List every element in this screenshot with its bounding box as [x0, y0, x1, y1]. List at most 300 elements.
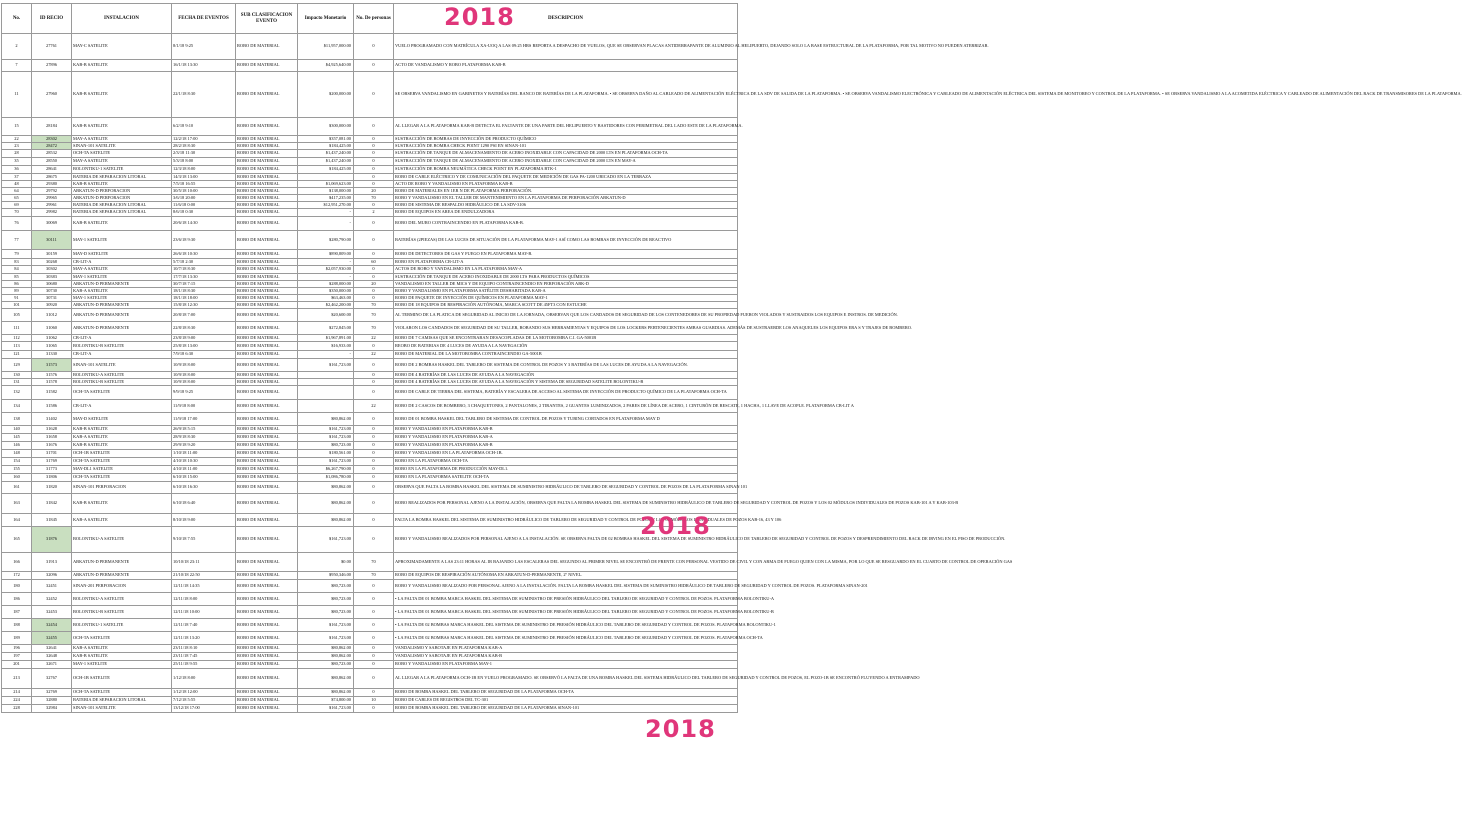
cell-instalacion: ABKATUN-D PERMANENTE [72, 281, 172, 288]
cell-sub-clasificacion: ROBO DE MATERIAL [236, 482, 298, 494]
cell-fecha: 30/5/18 10:00 [172, 188, 236, 195]
cell-sub-clasificacion: ROBO DE MATERIAL [236, 217, 298, 231]
cell-impacto: $161,723.00 [298, 705, 354, 713]
cell-sub-clasificacion: ROBO DE MATERIAL [236, 118, 298, 136]
table-row [2, 606, 738, 619]
cell-impacto: $288,000.00 [298, 281, 354, 288]
cell-sub-clasificacion: ROBO DE MATERIAL [236, 259, 298, 266]
cell-descripcion: OBSERVA QUE FALTA LA BOMBA HASKEL DEL SISTEMA DE SUMINISTRO HIDRÁULICO DE TABLERO DE SEGURIDAD Y CONTROL DE POZOS DE LA PLATAFORMA SINAN 101 [394, 482, 738, 494]
cell-sub-clasificacion: ROBO DE MATERIAL [236, 458, 298, 466]
cell-fecha: 9/9/18 9:25 [172, 386, 236, 400]
table-row [2, 143, 738, 150]
cell-fecha: 23/11/18 7:45 [172, 653, 236, 661]
cell-no: 22 [2, 136, 32, 143]
cell-descripcion: ROBO DE SISTEMA DE RESPALDO HIDRÁULICO DE LA SDV-3106 [394, 202, 738, 209]
cell-no: 224 [2, 697, 32, 705]
cell-fecha: 11/6/18 0:00 [172, 202, 236, 209]
table-row [2, 450, 738, 458]
cell-instalacion: BOLONTIKU-A SATELITE [72, 372, 172, 379]
cell-fecha: 12/2/18 17:00 [172, 136, 236, 143]
cell-sub-clasificacion: ROBO DE MATERIAL [236, 580, 298, 593]
cell-id-recio: 32671 [32, 661, 72, 669]
cell-descripcion: • LA FALTA DE 02 BOMBAS MARCA HASKEL DEL SISTEMA DE SUMINISTRO DE PRESIÓN HIDRÁULICO DEL TABLERO DE SEGURIDAD Y CONTROL DE POZOS. PLATAFORMA OCH-TA [394, 632, 738, 645]
cell-personas: 0 [354, 143, 394, 150]
cell-personas: 0 [354, 118, 394, 136]
cell-id-recio: 31769 [32, 458, 72, 466]
cell-no: 85 [2, 274, 32, 281]
cell-no: 228 [2, 705, 32, 713]
cell-sub-clasificacion: ROBO DE MATERIAL [236, 359, 298, 372]
cell-id-recio: 28472 [32, 143, 72, 150]
cell-no: 101 [2, 302, 32, 309]
cell-sub-clasificacion: ROBO DE MATERIAL [236, 195, 298, 202]
cell-no: 186 [2, 593, 32, 606]
cell-id-recio: 27960 [32, 72, 72, 118]
cell-instalacion: CB-LIT-A [72, 400, 172, 413]
cell-personas: 0 [354, 514, 394, 527]
cell-descripcion: ROBO DE EQUIPOS DE RESPIRACIÓN AUTÓNOMA EN ABKATUN-D-PERMANENTE, 2º NIVEL. [394, 572, 738, 580]
cell-id-recio: 30268 [32, 259, 72, 266]
cell-no: 64 [2, 188, 32, 195]
cell-sub-clasificacion: ROBO DE MATERIAL [236, 494, 298, 514]
cell-impacto: $80,862.00 [298, 669, 354, 689]
cell-no: 165 [2, 527, 32, 553]
cell-fecha: 6/2/18 9:10 [172, 118, 236, 136]
cell-descripcion: AL TERMINO DE LA PLATICA DE SEGURIDAD AL INICIO DE LA JORNADA, OBSERVAN QUE LOS CANDADOS DE SEGURIDAD DE LOS CONTENEDORES DE SU PROPIEDAD FUERON VIOLADOS Y SUSTRAIDOS LOS EQUIPOS E INSTROS. DE MEDICIÓN. [394, 309, 738, 322]
cell-personas: 0 [354, 136, 394, 143]
cell-id-recio: 29982 [32, 209, 72, 217]
table-row [2, 259, 738, 266]
cell-impacto: - [298, 209, 354, 217]
cell-instalacion: KAB-B SATELITE [72, 653, 172, 661]
cell-personas: 0 [354, 386, 394, 400]
cell-id-recio: 32880 [32, 697, 72, 705]
cell-no: 160 [2, 474, 32, 482]
year-watermark: 2018 [640, 512, 711, 540]
cell-fecha: 1/10/18 11:00 [172, 450, 236, 458]
cell-personas: 0 [354, 181, 394, 188]
cell-impacto: $80,862.00 [298, 689, 354, 697]
cell-impacto: $63,463.00 [298, 295, 354, 302]
cell-impacto: $80,862.00 [298, 494, 354, 514]
cell-fecha: 25/11/18 9:55 [172, 661, 236, 669]
table-row [2, 514, 738, 527]
cell-sub-clasificacion: ROBO DE MATERIAL [236, 34, 298, 60]
cell-impacto [298, 379, 354, 386]
cell-descripcion: APROXIMADAMENTE A LAS 23:11 HORAS AL IR BAJANDO LAS ESCALERAS DEL SEGUNDO AL PRIMER NIVEL SE ENCONTRÓ DE FRENTE CON PERSONAL VESTIDO DE CIVIL Y CON ARMA DE FUEGO QUIEN CON LA MISMA, POR LO QUE SE RESGUARDO EN EL CUARTO DE CONTROL DE OPERACIÓN GAS [394, 553, 738, 572]
table-row [2, 379, 738, 386]
table-row [2, 195, 738, 202]
cell-impacto: $2,057,930.00 [298, 266, 354, 274]
cell-id-recio: 31806 [32, 474, 72, 482]
cell-sub-clasificacion: ROBO DE MATERIAL [236, 351, 298, 359]
cell-no: 196 [2, 645, 32, 653]
cell-descripcion: VIOLARON LOS CANDADOS DE SEGURIDAD DE SU TALLER, ROBANDO SUS HERRAMIENTAS Y EQUIPOS DE LOS LOCKERS PERTENECIENTES AMBAS GUARDIAS. ADEMÁS DE SUSTRAERDE LOS ANAQUELES LOS EQUIPOS ERA S Y TRAJES DE BOMBERO. [394, 322, 738, 335]
cell-sub-clasificacion: ROBO DE MATERIAL [236, 606, 298, 619]
cell-fecha: 10/9/18 8:00 [172, 379, 236, 386]
cell-fecha: 26/9/18 5:15 [172, 426, 236, 434]
cell-impacto: - [298, 259, 354, 266]
cell-impacto: $2,462,200.00 [298, 302, 354, 309]
cell-sub-clasificacion: ROBO DE MATERIAL [236, 413, 298, 426]
cell-id-recio: 31658 [32, 434, 72, 442]
cell-sub-clasificacion: ROBO DE MATERIAL [236, 150, 298, 158]
cell-no: 76 [2, 217, 32, 231]
cell-personas: 0 [354, 217, 394, 231]
table-row [2, 174, 738, 181]
cell-sub-clasificacion: ROBO DE MATERIAL [236, 174, 298, 181]
cell-sub-clasificacion: ROBO DE MATERIAL [236, 450, 298, 458]
cell-id-recio: 31012 [32, 309, 72, 322]
cell-no: 36 [2, 166, 32, 174]
cell-personas: 22 [354, 400, 394, 413]
cell-descripcion: ROBO DEL MURO CONTRAINCENDIO EN PLATAFORMA KAB-B. [394, 217, 738, 231]
cell-id-recio: 32648 [32, 653, 72, 661]
cell-fecha: 28/9/18 8:30 [172, 434, 236, 442]
cell-sub-clasificacion: ROBO DE MATERIAL [236, 266, 298, 274]
cell-impacto: $200,000.00 [298, 72, 354, 118]
cell-fecha: 2/3/18 11:30 [172, 150, 236, 158]
cell-fecha: 20/6/18 14:30 [172, 217, 236, 231]
cell-no: 23 [2, 143, 32, 150]
cell-descripcion: ROBO DE 01 BOMBA HASKEL DEL TABLERO DE SISTEMA DE CONTROL DE POZOS Y TUBING CORTADOS EN PLATAFORMA MAY D [394, 413, 738, 426]
table-row [2, 118, 738, 136]
cell-descripcion: VANDALISMO EN TALLER DE MICS Y DE EQUIPO CONTRAINCENDIO EN PERFORACIÓN ABK-D [394, 281, 738, 288]
cell-instalacion: ABKATUN-D PERFORACION [72, 188, 172, 195]
cell-sub-clasificacion: ROBO DE MATERIAL [236, 689, 298, 697]
cell-id-recio: 30069 [32, 217, 72, 231]
cell-sub-clasificacion: ROBO DE MATERIAL [236, 669, 298, 689]
cell-descripcion: SUSTRACCIÓN DE BOMBAS DE INYECCIÓN DE PRODUCTO QUÍMICO [394, 136, 738, 143]
cell-fecha: 10/9/18 8:00 [172, 359, 236, 372]
cell-fecha: 29/9/18 9:20 [172, 442, 236, 450]
table-row [2, 527, 738, 553]
cell-impacto: $80,723.00 [298, 661, 354, 669]
cell-instalacion: MAY-D SATELITE [72, 413, 172, 426]
cell-personas: 70 [354, 302, 394, 309]
cell-sub-clasificacion: ROBO DE MATERIAL [236, 166, 298, 174]
cell-impacto: $74,800.00 [298, 697, 354, 705]
cell-impacto: $16,933.00 [298, 342, 354, 351]
cell-instalacion: KAB-A SATELITE [72, 288, 172, 295]
table-row [2, 632, 738, 645]
cell-impacto: $12,951,270.00 [298, 202, 354, 209]
cell-impacto: $80,862.00 [298, 645, 354, 653]
cell-id-recio: 30730 [32, 288, 72, 295]
cell-personas: 0 [354, 434, 394, 442]
cell-fecha: 23/11/18 8:10 [172, 645, 236, 653]
cell-personas: 0 [354, 202, 394, 209]
table-row [2, 217, 738, 231]
table-row [2, 322, 738, 335]
cell-descripcion: ROBO DE 7 CAMISAS QUE SE ENCONTRABAN DESACOPLADAS DE LA MOTOBOMBA C.I. GA-5001B [394, 335, 738, 342]
cell-no: 79 [2, 250, 32, 259]
cell-id-recio: 31701 [32, 450, 72, 458]
cell-personas: 0 [354, 450, 394, 458]
cell-descripcion: ROBO DE 4 BATERÍAS DE LAS LUCES DE AYUDA A LA NAVEGACIÓN Y SISTEMA DE SEGURIDAD SATELITE BOLONTIKU-B [394, 379, 738, 386]
table-row [2, 335, 738, 342]
cell-personas: 0 [354, 482, 394, 494]
cell-sub-clasificacion: ROBO DE MATERIAL [236, 514, 298, 527]
cell-fecha: 22/8/18 8:30 [172, 322, 236, 335]
cell-no: 163 [2, 494, 32, 514]
cell-descripcion: • LA FALTA DE 01 BOMBA MARCA HASKEL DEL SISTEMA DE SUMINISTRO DE PRESIÓN HIDRÁULICO DEL TABLERO DE SEGURIDAD Y CONTROL DE POZOS. PLATAFORMA BOLONTIKU-B [394, 606, 738, 619]
cell-personas: 0 [354, 705, 394, 713]
cell-no: 113 [2, 342, 32, 351]
cell-fecha: 11/9/18 17:00 [172, 413, 236, 426]
table-row [2, 231, 738, 250]
cell-id-recio: 31582 [32, 386, 72, 400]
cell-instalacion: KAB-A SATELITE [72, 514, 172, 527]
cell-personas: 0 [354, 150, 394, 158]
cell-descripcion: ROBO EN LA PLATAFORMA SATELITE OCH-TA [394, 474, 738, 482]
cell-sub-clasificacion: ROBO DE MATERIAL [236, 619, 298, 632]
cell-descripcion: ROBO Y VANDALISMO EN PLATAFORMA KAB-B [394, 442, 738, 450]
cell-instalacion: OCH-1B SATELITE [72, 669, 172, 689]
cell-descripcion: ROBO DE CABLES DE REGISTROS DEL TC-301 [394, 697, 738, 705]
cell-instalacion: KAB-B SATELITE [72, 217, 172, 231]
cell-sub-clasificacion: ROBO DE MATERIAL [236, 158, 298, 166]
cell-descripcion: ROBO DE BOMBA HASKEL DEL TABLERO DE SEGURIDAD DE LA PLATAFORMA OCH-TA [394, 689, 738, 697]
cell-id-recio: 32767 [32, 669, 72, 689]
cell-sub-clasificacion: ROBO DE MATERIAL [236, 295, 298, 302]
year-watermark: 2018 [645, 715, 716, 743]
cell-sub-clasificacion: ROBO DE MATERIAL [236, 288, 298, 295]
table-row [2, 474, 738, 482]
cell-sub-clasificacion: ROBO DE MATERIAL [236, 281, 298, 288]
cell-sub-clasificacion: ROBO DE MATERIAL [236, 645, 298, 653]
cell-instalacion: OCH-TA SATELITE [72, 458, 172, 466]
cell-descripcion: ROBO Y VANDALISMO EN PLATAFORMA KAB-B [394, 426, 738, 434]
cell-descripcion: ACTO DE ROBO Y VANDALISMO EN PLATAFORMA KAB-B [394, 181, 738, 188]
cell-sub-clasificacion: ROBO DE MATERIAL [236, 379, 298, 386]
cell-instalacion: OCH-TA SATELITE [72, 474, 172, 482]
cell-instalacion: KAB-A SATELITE [72, 645, 172, 653]
table-row [2, 697, 738, 705]
cell-id-recio: 32452 [32, 593, 72, 606]
cell-sub-clasificacion: ROBO DE MATERIAL [236, 72, 298, 118]
cell-impacto: $80,862.00 [298, 514, 354, 527]
cell-id-recio: 30920 [32, 302, 72, 309]
cell-descripcion: ROBO Y VANDALISMO EN PLATAFORMA KAB-A [394, 434, 738, 442]
cell-descripcion: BATERÍAS (2PIEZAS) DE LAS LUCES DE SITUACIÓN DE LA PLATAFORMA MAY-1 ASÍ COMO LAS BOMBAS DE INYECCIÓN DE REACTIVO [394, 231, 738, 250]
cell-id-recio: 32454 [32, 619, 72, 632]
cell-personas: 70 [354, 322, 394, 335]
table-row [2, 669, 738, 689]
cell-sub-clasificacion: ROBO DE MATERIAL [236, 309, 298, 322]
table-row [2, 386, 738, 400]
cell-descripcion: ROBO Y VANDALISMO REALIZADOS POR PERSONAL AJENO A LA INSTALACIÓN. SE OBSERVA FALTA DE 02 BOMBAS HASKEL DEL SISTEMA DE SUMINISTRO HIDRÁULICO DE TABLERO DE SEGURIDAD Y CONTROL DE POZOS Y DESPRENDIMIENTO DEL RACK DE IRVING EN EL PISO DE PRODUCCIÓN. [394, 527, 738, 553]
table-row [2, 580, 738, 593]
cell-descripcion: AL LLEGAR A LA PLATAFORMA OCH-1B EN VUELO PROGRAMADO. SE OBSERVÓ LA FALTA DE UNA BOMBA HASKEL DEL SISTEMA HIDRÁULICO DEL TABLERO DE SEGURIDAD Y CONTROL DE POZOS, EL POZO-1B SE ENCONTRÓ FLUYENDO A ENTRAMPADO [394, 669, 738, 689]
table-row [2, 209, 738, 217]
table-row [2, 60, 738, 72]
cell-instalacion: SINAN-101 SATELITE [72, 143, 172, 150]
cell-id-recio: 31576 [32, 372, 72, 379]
cell-impacto: $80,723.00 [298, 580, 354, 593]
cell-impacto: $272,845.00 [298, 322, 354, 335]
cell-instalacion: MAY-1 SATELITE [72, 231, 172, 250]
cell-no: 7 [2, 60, 32, 72]
cell-instalacion: BOLONTIKU-B SATELITE [72, 342, 172, 351]
cell-fecha: 1/12/18 8:00 [172, 669, 236, 689]
cell-no: 91 [2, 295, 32, 302]
cell-impacto: $417,235.00 [298, 195, 354, 202]
cell-sub-clasificacion: ROBO DE MATERIAL [236, 136, 298, 143]
cell-instalacion: OCH-TA SATELITE [72, 150, 172, 158]
cell-sub-clasificacion: ROBO DE MATERIAL [236, 231, 298, 250]
cell-no: 161 [2, 482, 32, 494]
cell-impacto: $300,000.00 [298, 118, 354, 136]
header-fecha: FECHA DE EVENTOS [172, 4, 236, 34]
table-row [2, 34, 738, 60]
cell-fecha: 11/9/18 8:00 [172, 400, 236, 413]
cell-fecha: 5/3/18 8:00 [172, 158, 236, 166]
cell-impacto: - [298, 217, 354, 231]
cell-personas: 60 [354, 259, 394, 266]
cell-personas: 0 [354, 619, 394, 632]
cell-fecha: 13/12/18 17:00 [172, 705, 236, 713]
cell-no: 48 [2, 181, 32, 188]
cell-sub-clasificacion: ROBO DE MATERIAL [236, 60, 298, 72]
table-row [2, 434, 738, 442]
cell-id-recio: 31330 [32, 351, 72, 359]
table-row [2, 150, 738, 158]
cell-sub-clasificacion: ROBO DE MATERIAL [236, 434, 298, 442]
cell-fecha: 18/1/18 18:00 [172, 295, 236, 302]
cell-personas: 0 [354, 342, 394, 351]
cell-personas: 0 [354, 174, 394, 181]
cell-instalacion: KAB-B SATELITE [72, 426, 172, 434]
cell-no: 105 [2, 309, 32, 322]
table-row [2, 281, 738, 288]
cell-instalacion: BATERIA DE SEPARACION LITORAL [72, 202, 172, 209]
cell-descripcion: ACTO DE VANDALISMO Y ROBO PLATAFORMA KAB-B [394, 60, 738, 72]
cell-instalacion: MAY-DL1 SATELITE [72, 466, 172, 474]
cell-sub-clasificacion: ROBO DE MATERIAL [236, 527, 298, 553]
cell-no: 146 [2, 442, 32, 450]
cell-fecha: 21/10/18 22:50 [172, 572, 236, 580]
cell-fecha: 12/11/18 8:00 [172, 593, 236, 606]
cell-personas: 70 [354, 309, 394, 322]
header-instalacion: INSTALACION [72, 4, 172, 34]
cell-id-recio: 29380 [32, 181, 72, 188]
cell-descripcion: ROBO DE MATERIALES EN 1ER N DE PLATAFORMA PERFORACIÓN. [394, 188, 738, 195]
cell-fecha: 28/2/18 8:30 [172, 143, 236, 150]
cell-no: 121 [2, 351, 32, 359]
cell-no: 201 [2, 661, 32, 669]
cell-impacto: $6,267,790.00 [298, 466, 354, 474]
cell-impacto: - [298, 274, 354, 281]
cell-sub-clasificacion: ROBO DE MATERIAL [236, 593, 298, 606]
cell-impacto: $350,000.00 [298, 288, 354, 295]
cell-no: 77 [2, 231, 32, 250]
cell-instalacion: MAY-A SATELITE [72, 158, 172, 166]
cell-sub-clasificacion: ROBO DE MATERIAL [236, 188, 298, 195]
cell-no: 189 [2, 632, 32, 645]
cell-personas: 0 [354, 494, 394, 514]
cell-instalacion: BOLONTIKU-1 SATELITE [72, 619, 172, 632]
cell-id-recio: 28302 [32, 136, 72, 143]
cell-sub-clasificacion: ROBO DE MATERIAL [236, 653, 298, 661]
cell-id-recio: 28641 [32, 166, 72, 174]
cell-descripcion: ROBO DE EQUIPOS EN AREA DE ENDULZADORA [394, 209, 738, 217]
cell-no: 131 [2, 379, 32, 386]
table-row [2, 372, 738, 379]
cell-impacto: $4,925,640.00 [298, 60, 354, 72]
cell-impacto: $161,723.00 [298, 359, 354, 372]
cell-descripcion: FALTA LA BOMBA HASKEL DEL SISTEMA DE SUMINISTRO HIDRÁULICO DE TABLERO DE SEGURIDAD Y CONTROL DE POZOS Y LOS 02 MÓDULOS INDIVIDUALES DE POZOS KAB-16, 43 Y 106 [394, 514, 738, 527]
cell-fecha: 9/10/18 7:55 [172, 527, 236, 553]
cell-no: 130 [2, 372, 32, 379]
cell-instalacion: ABKATUN-D PERMANENTE [72, 302, 172, 309]
cell-impacto: $161,723.00 [298, 458, 354, 466]
cell-id-recio: 32769 [32, 689, 72, 697]
cell-instalacion: CB-LIT-A [72, 335, 172, 342]
cell-id-recio: 30383 [32, 274, 72, 281]
cell-personas: 0 [354, 166, 394, 174]
cell-fecha: 14/3/18 13:00 [172, 174, 236, 181]
cell-no: 172 [2, 572, 32, 580]
cell-no: 154 [2, 458, 32, 466]
cell-impacto: $184,425.00 [298, 143, 354, 150]
header-no: No. [2, 4, 32, 34]
cell-impacto: $161,723.00 [298, 632, 354, 645]
cell-instalacion: ABKATUN-D PERMANENTE [72, 572, 172, 580]
cell-descripcion: VANDALISMO Y SABOTAJE EN PLATAFORMA KAB-A [394, 645, 738, 653]
cell-fecha: 6/10/18 6:40 [172, 494, 236, 514]
cell-no: 166 [2, 553, 32, 572]
cell-impacto: $357,081.00 [298, 136, 354, 143]
table-row [2, 619, 738, 632]
table-row [2, 158, 738, 166]
cell-impacto: $0.00 [298, 553, 354, 572]
cell-instalacion: BATERIA DE SEPARACION LITORAL [72, 209, 172, 217]
cell-impacto: $1,069,623.00 [298, 181, 354, 188]
cell-no: 89 [2, 288, 32, 295]
cell-sub-clasificacion: ROBO DE MATERIAL [236, 335, 298, 342]
cell-id-recio: 31062 [32, 335, 72, 342]
cell-impacto: $80,723.00 [298, 606, 354, 619]
cell-fecha: 16/1/18 13:30 [172, 60, 236, 72]
cell-instalacion: KAB-B SATELITE [72, 118, 172, 136]
cell-no: 2 [2, 34, 32, 60]
table-row [2, 288, 738, 295]
table-row [2, 553, 738, 572]
cell-personas: 0 [354, 359, 394, 372]
cell-id-recio: 31060 [32, 322, 72, 335]
cell-descripcion: SUSTRACCIÓN DE BOMBA CHECK POINT 1290 PSI EN SINAN-101 [394, 143, 738, 150]
cell-descripcion: SUSTRACCIÓN DE TANQUE DE ALMACENAMIENTO DE ACERO INOXIDABLE CON CAPACIDAD DE 2000 LTS EN PLATAFORMA OCH-TA [394, 150, 738, 158]
cell-no: 70 [2, 209, 32, 217]
cell-sub-clasificacion: ROBO DE MATERIAL [236, 209, 298, 217]
cell-personas: 0 [354, 466, 394, 474]
year-watermark: 2018 [444, 3, 515, 31]
cell-personas: 0 [354, 231, 394, 250]
cell-impacto: - [298, 351, 354, 359]
cell-id-recio: 31876 [32, 527, 72, 553]
cell-instalacion: CB-LIT-A [72, 351, 172, 359]
cell-fecha: 10/10/18 23:11 [172, 553, 236, 572]
cell-instalacion: MAY-1 SATELITE [72, 295, 172, 302]
cell-personas: 0 [354, 372, 394, 379]
cell-fecha: 23/6/18 9:30 [172, 231, 236, 250]
cell-instalacion: MAY-C SATELITE [72, 34, 172, 60]
cell-instalacion: OCH-TA SATELITE [72, 386, 172, 400]
cell-personas: 70 [354, 553, 394, 572]
cell-instalacion: BATERIA DE SEPARACION LITORAL [72, 697, 172, 705]
cell-impacto: $20,600.00 [298, 309, 354, 322]
